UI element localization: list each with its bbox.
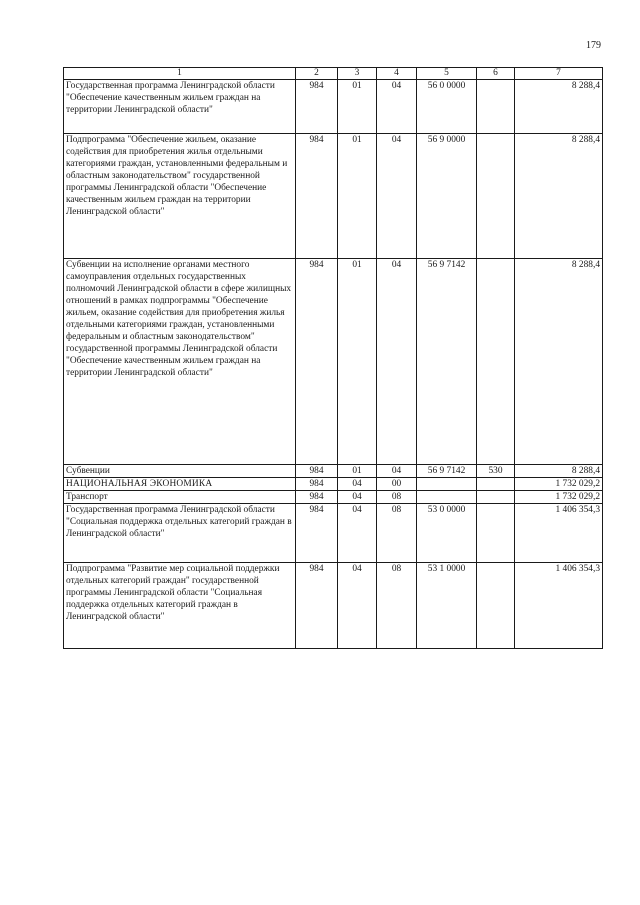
- row-pr: 04: [377, 134, 417, 259]
- row-ved: 984: [296, 259, 338, 465]
- row-amount: 1 732 029,2: [515, 491, 603, 504]
- table-row: [64, 563, 603, 649]
- row-amount: 8 288,4: [515, 465, 603, 478]
- row-csr: 56 9 0000: [417, 134, 477, 259]
- row-amount: 8 288,4: [515, 259, 603, 465]
- row-rz: 01: [338, 259, 377, 465]
- row-ved: 984: [296, 478, 338, 491]
- header-col-2: 2: [296, 68, 338, 80]
- row-vr: [477, 80, 515, 134]
- row-vr: [477, 259, 515, 465]
- table-row: [64, 504, 603, 563]
- row-ved: 984: [296, 465, 338, 478]
- row-pr: 00: [377, 478, 417, 491]
- row-vr: 530: [477, 465, 515, 478]
- header-col-4: 4: [377, 68, 417, 80]
- row-csr: 53 0 0000: [417, 504, 477, 563]
- table-row: [64, 80, 603, 134]
- row-rz: 04: [338, 563, 377, 649]
- budget-table: [63, 67, 603, 649]
- row-vr: [477, 491, 515, 504]
- row-ved: 984: [296, 491, 338, 504]
- row-name: Субвенции: [64, 465, 296, 478]
- header-col-3: 3: [338, 68, 377, 80]
- row-ved: 984: [296, 563, 338, 649]
- row-rz: 01: [338, 80, 377, 134]
- row-rz: 01: [338, 134, 377, 259]
- row-vr: [477, 478, 515, 491]
- row-vr: [477, 134, 515, 259]
- row-name: НАЦИОНАЛЬНАЯ ЭКОНОМИКА: [64, 478, 296, 491]
- row-rz: 04: [338, 491, 377, 504]
- row-name: Подпрограмма "Обеспечение жильем, оказание содействия для приобретения жилья отдельными категориями граждан, установленными федеральным и областным законодательством" государственной программы Ленинградской области "Обеспечение качественным жильем граждан на территории Ленинградской области": [64, 134, 296, 259]
- row-csr: 56 9 7142: [417, 465, 477, 478]
- row-pr: 04: [377, 80, 417, 134]
- row-vr: [477, 504, 515, 563]
- page-number: 179: [586, 40, 601, 51]
- row-name: Государственная программа Ленинградской области "Социальная поддержка отдельных категорий граждан в Ленинградской области": [64, 504, 296, 563]
- row-name: Транспорт: [64, 491, 296, 504]
- row-amount: 8 288,4: [515, 80, 603, 134]
- row-csr: 53 1 0000: [417, 563, 477, 649]
- row-ved: 984: [296, 80, 338, 134]
- row-csr: 56 0 0000: [417, 80, 477, 134]
- row-pr: 08: [377, 491, 417, 504]
- table-row: [64, 134, 603, 259]
- table-row: [64, 465, 603, 478]
- row-ved: 984: [296, 504, 338, 563]
- row-name: Подпрограмма "Развитие мер социальной поддержки отдельных категорий граждан" государственной программы Ленинградской области "Социальная поддержка отдельных категорий граждан в Ленинградской области": [64, 563, 296, 649]
- row-rz: 04: [338, 504, 377, 563]
- row-rz: 04: [338, 478, 377, 491]
- row-pr: 08: [377, 504, 417, 563]
- table-row: [64, 491, 603, 504]
- row-pr: 04: [377, 465, 417, 478]
- row-csr: [417, 478, 477, 491]
- row-amount: 8 288,4: [515, 134, 603, 259]
- row-amount: 1 732 029,2: [515, 478, 603, 491]
- header-col-5: 5: [417, 68, 477, 80]
- table-row: [64, 478, 603, 491]
- row-rz: 01: [338, 465, 377, 478]
- header-col-1: 1: [64, 68, 296, 80]
- row-csr: [417, 491, 477, 504]
- row-name: Государственная программа Ленинградской области "Обеспечение качественным жильем граждан на территории Ленинградской области": [64, 80, 296, 134]
- row-pr: 08: [377, 563, 417, 649]
- row-csr: 56 9 7142: [417, 259, 477, 465]
- row-ved: 984: [296, 134, 338, 259]
- header-col-6: 6: [477, 68, 515, 80]
- row-vr: [477, 563, 515, 649]
- row-pr: 04: [377, 259, 417, 465]
- table-header-row: [64, 68, 603, 80]
- row-amount: 1 406 354,3: [515, 563, 603, 649]
- header-col-7: 7: [515, 68, 603, 80]
- row-name: Субвенции на исполнение органами местного самоуправления отдельных государственных полномочий Ленинградской области в сфере жилищных отношений в рамках подпрограммы "Обеспечение жильем, оказание содействия для приобретения жилья отдельными категориями граждан, установленными федеральным и областным законодательством" государственной программы Ленинградской области "Обеспечение качественным жильем граждан на территории Ленинградской области": [64, 259, 296, 465]
- table-row: [64, 259, 603, 465]
- row-amount: 1 406 354,3: [515, 504, 603, 563]
